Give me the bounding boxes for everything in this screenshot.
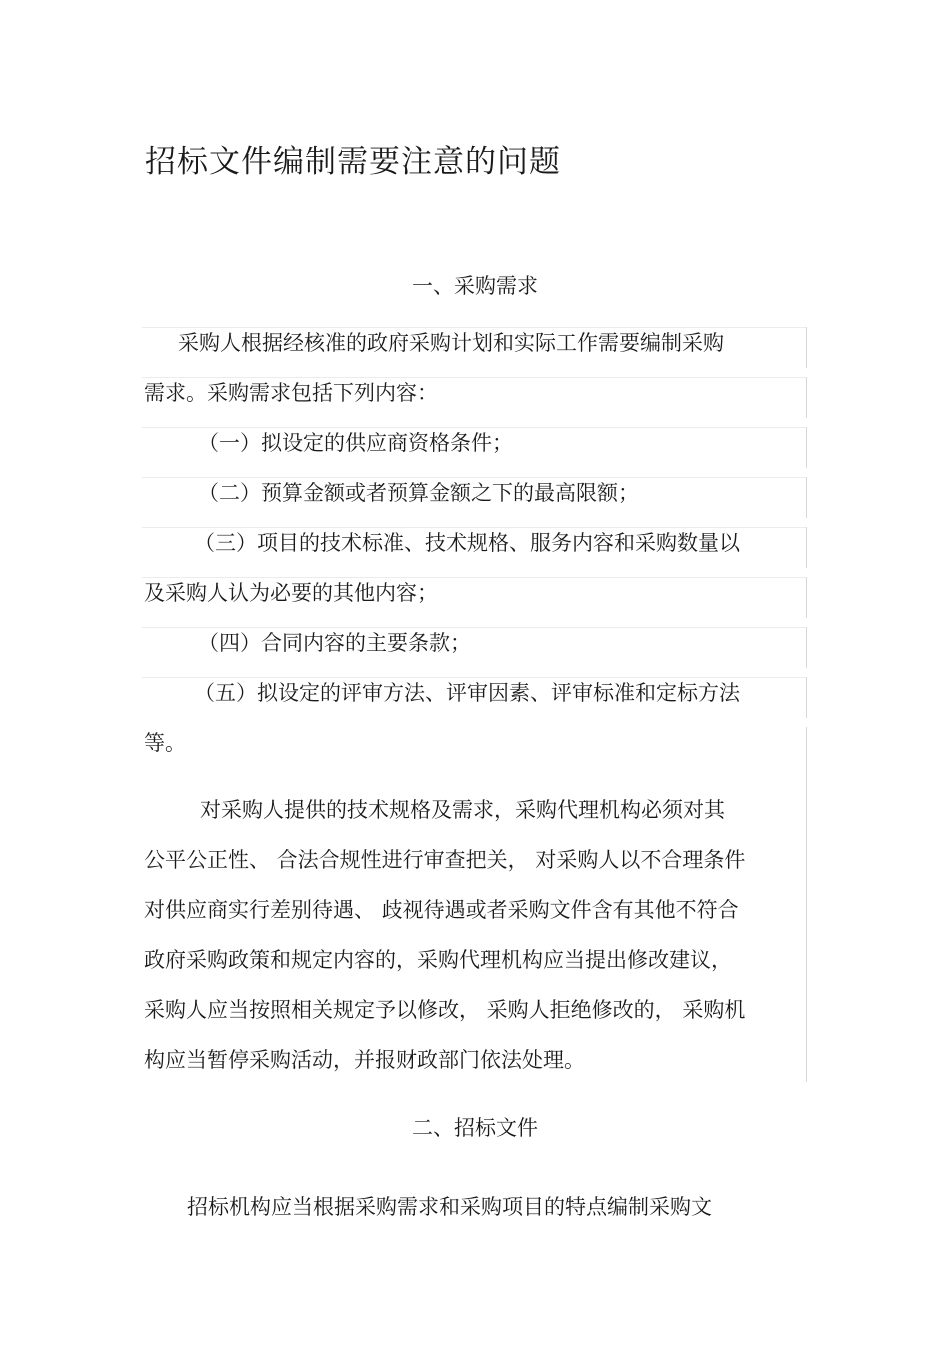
list-item-2: （二）预算金额或者预算金额之下的最高限额； bbox=[198, 481, 639, 505]
list-item-3-line-1: （三）项目的技术标准、技术规格、服务内容和采购数量以 bbox=[194, 531, 740, 555]
list-item-5-line-2: 等。 bbox=[144, 731, 186, 755]
intro-line-1: 采购人根据经核准的政府采购计划和实际工作需要编制采购 bbox=[178, 331, 724, 355]
intro-line-2: 需求。采购需求包括下列内容： bbox=[144, 381, 438, 405]
section-heading-procurement-needs: 一、采购需求 bbox=[412, 274, 538, 298]
review-paragraph-line: 构应当暂停采购活动，并报财政部门依法处理。 bbox=[144, 1048, 585, 1072]
review-paragraph-line: 采购人应当按照相关规定予以修改， 采购人拒绝修改的， 采购机 bbox=[144, 998, 746, 1022]
list-item-4: （四）合同内容的主要条款； bbox=[198, 631, 471, 655]
list-item-5-line-1: （五）拟设定的评审方法、评审因素、评审标准和定标方法 bbox=[194, 681, 740, 705]
section-heading-tender-documents: 二、招标文件 bbox=[412, 1116, 538, 1140]
list-item-3-line-2: 及采购人认为必要的其他内容； bbox=[144, 581, 438, 605]
review-paragraph-line: 政府采购政策和规定内容的，采购代理机构应当提出修改建议， bbox=[144, 948, 732, 972]
review-paragraph-line: 公平公正性、 合法合规性进行审查把关， 对采购人以不合理条件 bbox=[144, 848, 746, 872]
tender-paragraph-line-1: 招标机构应当根据采购需求和采购项目的特点编制采购文 bbox=[187, 1195, 712, 1219]
page-title: 招标文件编制需要注意的问题 bbox=[145, 144, 561, 180]
list-item-1: （一）拟设定的供应商资格条件； bbox=[198, 431, 513, 455]
review-paragraph-line: 对供应商实行差别待遇、 歧视待遇或者采购文件含有其他不符合 bbox=[144, 898, 739, 922]
review-paragraph-line: 对采购人提供的技术规格及需求，采购代理机构必须对其 bbox=[200, 798, 725, 822]
